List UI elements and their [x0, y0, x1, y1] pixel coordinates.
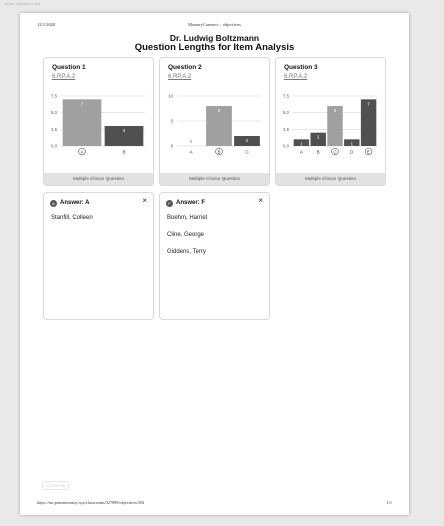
standard-link[interactable]: 6.RP.A.2 [52, 74, 76, 80]
bar-value-label: 1 [300, 141, 303, 147]
student-list [167, 215, 207, 266]
question-card-3 [275, 57, 386, 186]
x-tick-label: B [122, 149, 126, 155]
bar-value-label: 8 [217, 108, 221, 113]
y-tick-label: 2.5 [51, 126, 57, 132]
standard-link[interactable]: 6.RP.A.2 [168, 74, 192, 80]
x-tick-label: B [217, 149, 221, 155]
question-card-2 [159, 57, 270, 186]
y-tick-label: 0.0 [51, 143, 57, 149]
bar-value-label: 7 [80, 101, 84, 107]
question-3-chart [276, 90, 385, 170]
question-title: Question 3 [284, 64, 318, 71]
x-tick-label: C [245, 149, 249, 155]
y-tick-label: 7.5 [51, 93, 57, 99]
answer-letter-badge: F [166, 200, 173, 207]
x-tick-label: A [80, 149, 84, 155]
question-type-footer: Multiple Choice Question [276, 173, 385, 185]
close-icon[interactable]: × [258, 196, 263, 205]
bar-value-label: 7 [367, 101, 370, 107]
y-tick-label: 2.5 [283, 126, 289, 132]
question-title: Question 1 [52, 64, 86, 71]
student-name: Stanfill, Colleen [51, 215, 93, 221]
print-page-title: MasteryConnect :: objectives [188, 22, 241, 27]
question-2-chart [160, 90, 269, 170]
x-tick-label: A [299, 149, 303, 155]
x-tick-label: A [189, 149, 193, 155]
report-title: Question Lengths for Item Analysis [134, 42, 295, 53]
question-type-footer: Multiple Choice Question [44, 173, 153, 185]
question-card-1 [43, 57, 154, 186]
bar-value-label: 2 [317, 134, 320, 140]
student-name: Boehm, Harriet [167, 215, 208, 221]
bar-value-label: 0 [189, 139, 193, 144]
student-list [51, 215, 93, 232]
question-title: Question 2 [168, 64, 202, 71]
y-tick-label: 0 [170, 143, 173, 149]
answer-card-a [43, 192, 154, 320]
bar-value-label: 6 [333, 108, 337, 113]
y-tick-label: 5.0 [51, 110, 57, 116]
y-tick-label: 7.5 [283, 93, 289, 99]
y-tick-label: 0.0 [283, 143, 289, 149]
standard-link[interactable]: 6.RP.A.2 [284, 74, 308, 80]
teacher-name: Dr. Ludwig Boltzmann [169, 33, 260, 43]
question-type-footer: Multiple Choice Question [160, 173, 269, 185]
student-name: Giddens, Terry [167, 249, 206, 255]
answer-card-f [159, 192, 270, 320]
x-tick-label: E [367, 149, 371, 155]
answer-header [166, 199, 205, 207]
answer-letter-badge: A [50, 200, 57, 207]
x-tick-label: D [350, 149, 354, 155]
page-number: 1/1 [386, 500, 392, 505]
question-1-chart [44, 90, 153, 170]
faint-overlay-label: +4,000 ms [42, 481, 69, 490]
answer-label: Answer: A [60, 200, 90, 206]
print-page [20, 13, 409, 515]
y-tick-label: 10 [168, 93, 173, 99]
close-icon[interactable]: × [142, 196, 147, 205]
print-date: 12/1/2020 [37, 22, 56, 27]
x-tick-label: C [333, 149, 337, 155]
print-url: https://mc.parentermstry.xyz/classrooms/327899/objectives/394 [37, 500, 144, 505]
student-name: Cline, George [167, 232, 205, 238]
answer-label: Answer: F [176, 200, 206, 206]
bar-value-label: 2 [245, 138, 249, 143]
bar-value-label: 1 [350, 141, 353, 147]
y-tick-label: 5 [170, 118, 173, 124]
viewer-tab-label: report-objectives.pdf [4, 1, 41, 6]
x-tick-label: B [316, 149, 320, 155]
answer-header [50, 199, 89, 207]
y-tick-label: 5.0 [283, 110, 289, 116]
bar-value-label: 3 [122, 128, 126, 133]
